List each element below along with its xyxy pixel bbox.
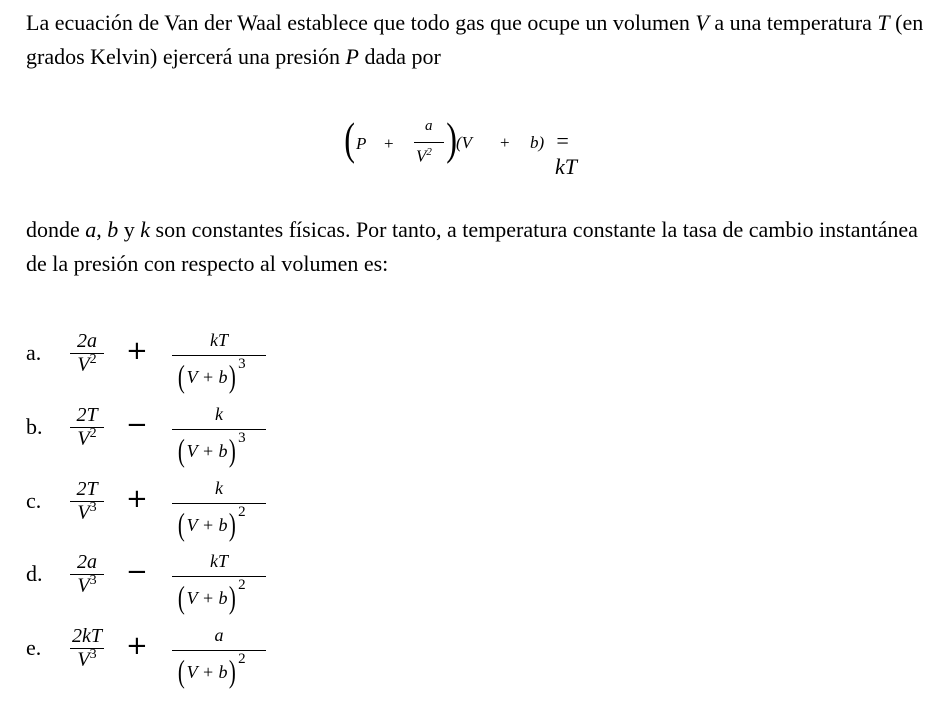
left-paren: ( xyxy=(344,113,356,164)
intro-text-2: a una temperatura xyxy=(708,10,878,35)
option-c[interactable] xyxy=(0,470,300,540)
rest-text-2: , xyxy=(96,217,108,242)
first-fraction-denominator: $V^3$ xyxy=(77,500,97,524)
rest-paragraph xyxy=(26,213,926,281)
option-letter: e. xyxy=(26,635,42,660)
option-letter: c. xyxy=(26,488,42,513)
second-fraction-line xyxy=(172,355,266,356)
second-fraction-line xyxy=(172,650,266,651)
option-letter: a. xyxy=(26,340,42,365)
option-a[interactable] xyxy=(0,322,300,392)
eq-a: a xyxy=(425,118,433,134)
second-fraction-line xyxy=(172,429,266,430)
first-fraction-numerator: 2T xyxy=(76,404,98,426)
second-fraction-line xyxy=(172,576,266,577)
var-T: T xyxy=(877,10,890,35)
var-V: V xyxy=(695,10,709,35)
eq-rhs: = kT xyxy=(555,128,577,179)
intro-paragraph xyxy=(26,6,926,74)
first-fraction-denominator: $V^2$ xyxy=(77,426,97,450)
operator-sign: − xyxy=(126,557,148,587)
operator-sign: + xyxy=(126,336,148,366)
option-e[interactable] xyxy=(0,617,300,687)
operator-sign: + xyxy=(126,484,148,514)
eq-fraction-line xyxy=(414,142,444,143)
eq-P: P xyxy=(356,134,367,153)
first-fraction-numerator: 2T xyxy=(76,478,98,500)
eq-V-denominator: $V^2$ xyxy=(416,146,432,166)
eq-b-close: b) xyxy=(530,133,545,152)
intro-text-4: dada por xyxy=(358,44,441,69)
intro-text-3: (en grados Kelvin) ejercerá una presión xyxy=(26,10,924,69)
option-letter: d. xyxy=(26,561,43,586)
second-fraction-numerator: k xyxy=(215,478,223,498)
intro-text-1: La ecuación de Van der Waal establece que todo gas que ocupe un volumen xyxy=(26,10,696,35)
var-b: b xyxy=(107,217,119,242)
second-fraction-denominator: ( V + b) $^3$ xyxy=(177,356,246,394)
eq-plus-1: + xyxy=(384,134,394,153)
second-fraction-numerator: kT xyxy=(210,551,228,571)
first-fraction-numerator: 2kT xyxy=(72,625,102,647)
first-fraction-numerator: 2a xyxy=(77,330,97,352)
rest-text-4: son constantes físicas. Por tanto, a temperatura constante la tasa de cambio instantánea de la presión con respecto al volumen es: xyxy=(26,217,918,276)
second-fraction-numerator: a xyxy=(214,625,224,645)
second-fraction-denominator: ( V + b) $^3$ xyxy=(177,430,246,468)
first-fraction-denominator: $V^3$ xyxy=(77,647,97,671)
second-fraction-line xyxy=(172,503,266,504)
var-P: P xyxy=(345,44,359,69)
second-fraction-denominator: ( V + b) $^2$ xyxy=(177,577,246,615)
rest-text-1: donde xyxy=(26,217,86,242)
option-d[interactable] xyxy=(0,543,300,613)
second-fraction-denominator: ( V + b) $^2$ xyxy=(177,504,246,542)
operator-sign: − xyxy=(126,410,148,440)
right-paren: ) xyxy=(446,113,458,164)
second-fraction-denominator: ( V + b) $^2$ xyxy=(177,651,246,689)
first-fraction-denominator: $V^3$ xyxy=(77,573,97,597)
second-fraction-numerator: k xyxy=(215,404,223,424)
var-a: a xyxy=(85,217,97,242)
operator-sign: + xyxy=(126,631,148,661)
eq-plus-2: + xyxy=(500,133,510,152)
option-letter: b. xyxy=(26,414,43,439)
second-fraction-numerator: kT xyxy=(210,330,228,350)
first-fraction-numerator: 2a xyxy=(77,551,97,573)
rest-text-3: y xyxy=(118,217,141,242)
option-b[interactable] xyxy=(0,396,300,466)
eq-V-open: (V xyxy=(456,133,473,152)
first-fraction-denominator: $V^2$ xyxy=(77,352,97,376)
var-k: k xyxy=(140,217,151,242)
